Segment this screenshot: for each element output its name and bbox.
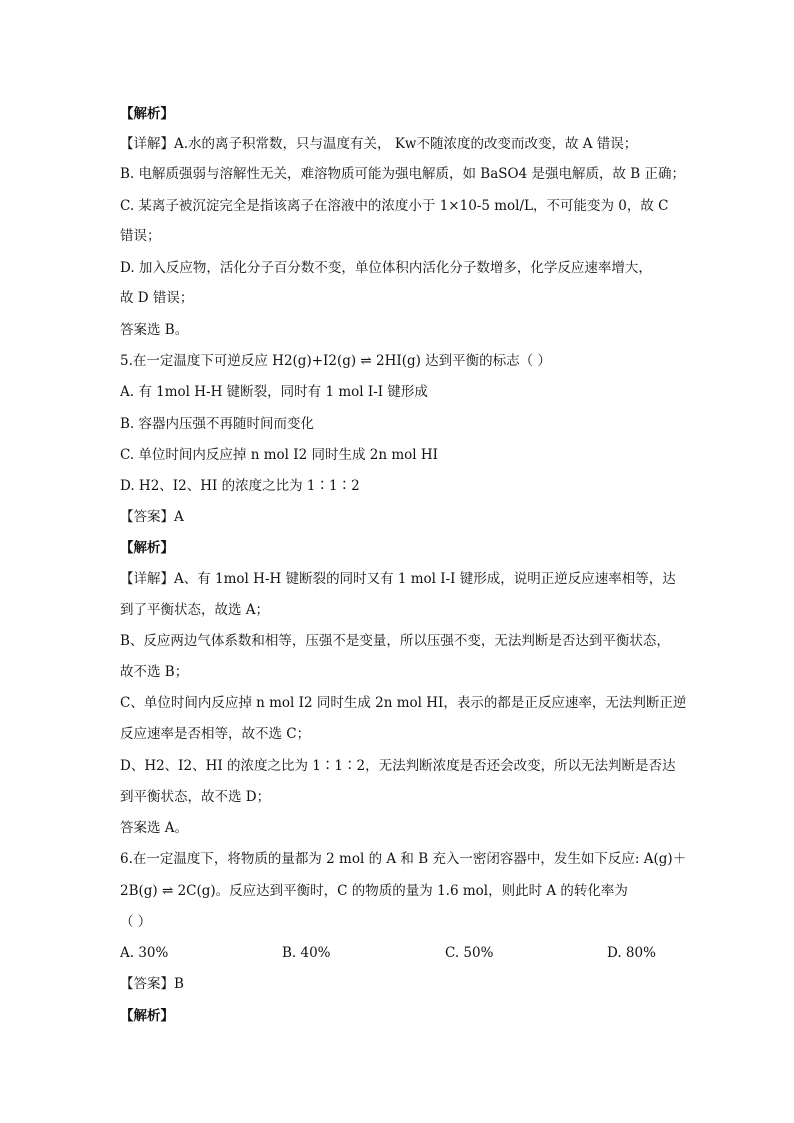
q6-stem-line-2: 2B(g) ⇌ 2C(g)。反应达到平衡时，C 的物质的量为 1.6 mol，则此时 A 的转化率为 xyxy=(120,883,628,899)
q4-detail-c-cont: 错误； xyxy=(120,228,161,244)
q6-analysis-heading: 【解析】 xyxy=(120,1008,174,1024)
q4-detail-c: C. 某离子被沉淀完全是指该离子在溶液中的浓度小于 1×10-5 mol/L，不可能变为 0，故 C xyxy=(120,198,669,214)
q5-option-a: A. 有 1mol H-H 键断裂，同时有 1 mol I-I 键形成 xyxy=(120,384,428,400)
q4-detail-d-cont: 故 D 错误； xyxy=(120,290,194,306)
q5-option-c: C. 单位时间内反应掉 n mol I2 同时生成 2n mol HI xyxy=(120,447,438,463)
q5-stem: 5.在一定温度下可逆反应 H2(g)+I2(g) ⇌ 2HI(g) 达到平衡的标志（ ） xyxy=(120,353,551,369)
q6-stem-line-1: 6.在一定温度下，将物质的量都为 2 mol 的 A 和 B 充入一密闭容器中，发生如下反应: A(g)＋ xyxy=(120,851,687,867)
q6-option-b: B. 40% xyxy=(282,945,331,961)
q5-detail-7: D、H2、I2、HI 的浓度之比为 1∶1∶2，无法判断浓度是否还会改变，所以无法判断是否达 xyxy=(120,758,676,774)
q5-detail-1: 【详解】A、有 1mol H-H 键断裂的同时又有 1 mol I-I 键形成，说明正逆反应速率相等，达 xyxy=(120,571,676,587)
q6-option-a: A. 30% xyxy=(120,945,169,961)
q5-detail-2: 到了平衡状态，故选 A； xyxy=(120,602,270,618)
q5-final-answer: 答案选 A。 xyxy=(120,820,189,836)
q5-detail-8: 到平衡状态，故不选 D； xyxy=(120,789,271,805)
q5-analysis-heading: 【解析】 xyxy=(120,540,174,556)
q4-detail-a: 【详解】A.水的离子积常数，只与温度有关， Kw不随浓度的改变而改变，故 A 错误； xyxy=(120,136,638,152)
q6-option-c: C. 50% xyxy=(445,945,494,961)
q5-detail-5: C、单位时间内反应掉 n mol I2 同时生成 2n mol HI，表示的都是正反应速率，无法判断正逆 xyxy=(120,695,687,711)
q5-detail-3: B、反应两边气体系数和相等，压强不是变量，所以压强不变，无法判断是否达到平衡状态， xyxy=(120,633,670,649)
q5-detail-6: 反应速率是否相等，故不选 C； xyxy=(120,726,311,742)
q5-detail-4: 故不选 B； xyxy=(120,664,189,680)
heading-analysis: 【解析】 xyxy=(120,106,174,122)
q5-answer: 【答案】A xyxy=(120,509,184,525)
q6-answer: 【答案】B xyxy=(120,976,184,992)
q4-detail-d: D. 加入反应物，活化分子百分数不变，单位体积内活化分子数增多，化学反应速率增大， xyxy=(120,260,652,276)
q5-option-d: D. H2、I2、HI 的浓度之比为 1∶1∶2 xyxy=(120,478,360,494)
q6-stem-line-3: （ ） xyxy=(120,914,152,930)
q4-detail-b: B. 电解质强弱与溶解性无关，难溶物质可能为强电解质，如 BaSO4 是强电解质，故 B 正确； xyxy=(120,166,685,182)
q5-option-b: B. 容器内压强不再随时间而变化 xyxy=(120,416,315,432)
q4-answer: 答案选 B。 xyxy=(120,322,189,338)
q6-option-d: D. 80% xyxy=(607,945,656,961)
